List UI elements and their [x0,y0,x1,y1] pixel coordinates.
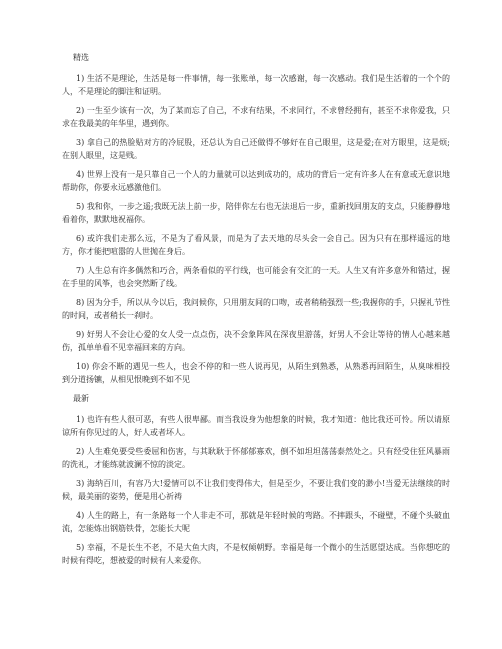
paragraph: 1) 也许有些人很可恶，有些人很卑鄙。而当我设身为他想象的时候，我才知道：他比我还可怜。所以请原谅所有你见过的人，好人或者坏人。 [62,415,450,437]
paragraph: 9) 好男人不会让心爱的女人受一点点伤，决不会象阵风在深夜里游荡，好男人不会让等待的情人心越来越伤，孤单单看不见幸福回来的方向。 [62,330,450,352]
paragraph: 4) 人生的路上，有一条路每一个人非走不可，那就是年轻时候的弯路。不摔跟头，不碰壁，不碰个头破血流，怎能炼出钢筋铁骨，怎能长大呢 [62,511,450,533]
paragraph: 7) 人生总有许多偶然和巧合，两条看似的平行线，也可能会有交汇的一天。人生又有许多意外和错过，握在手里的风筝，也会突然断了线。 [62,266,450,288]
document-page [62,52,450,574]
section-title-latest: 最新 [73,394,89,403]
section-featured [62,52,450,386]
section-latest [62,393,450,567]
paragraph: 5) 我和你，一步之遥;我既无法上前一步，陪伴你左右也无法退后一步，重新找回朋友的支点，只能静静地看着你，默默地祝福你。 [62,202,450,224]
paragraph: 3) 海纳百川，有容乃大!爱情可以不让我们变得伟大，但是至少，不要让我们变的渺小!当爱无法继续的时候，最美丽的姿势，便是用心祈祷 [62,479,450,501]
paragraph: 2) 人生难免要受些委屈和伤害，与其耿耿于怀郁郁寡欢，倒不如坦坦荡荡泰然处之。只有经受住狂风暴雨的洗礼，才能练就波澜不惊的淡定。 [62,447,450,469]
paragraph: 1) 生活不是理论，生活是每一件事情，每一张账单，每一次感谢，每一次感动。我们是生活着的一个个的人，不是理论的脚注和证明。 [62,74,450,96]
paragraph: 5) 幸福，不是长生不老，不是大鱼大肉，不是权倾朝野。幸福是每一个微小的生活愿望达成。当你想吃的时候有得吃，想被爱的时候有人来爱你。 [62,543,450,565]
section-title-featured: 精选 [73,53,89,62]
paragraph: 3) 拿自己的热脸贴对方的冷屁股，还总认为自己还做得不够好在自己眼里，这是爱;在对方眼里，这是烦;在别人眼里，这是贱。 [62,138,450,160]
paragraph: 8) 因为分手，所以从今以后，我问候你，只用朋友间的口吻，或者稍稍强烈一些;我握你的手，只握礼节性的时间，或者稍长一刹时。 [62,298,450,320]
paragraph: 6) 或许我们走那么远，不是为了看风景，而是为了去天地的尽头会一会自己。因为只有在那样遥远的地方，你才能把喧嚣的人世抛在身后。 [62,234,450,256]
paragraph: 4) 世界上没有一是只靠自己一个人的力量就可以达到成功的，成功的背后一定有许多人在有意或无意识地帮助你，你要永远感激他们。 [62,170,450,192]
paragraph: 10) 你会不断的遇见一些人，也会不停的和一些人说再见，从陌生到熟悉，从熟悉再回陌生，从臭味相投到分道扬镳，从相见恨晚到不如不见 [62,362,450,384]
paragraph: 2) 一生至少该有一次，为了某而忘了自己，不求有结果，不求同行，不求曾经拥有，甚至不求你爱我，只求在我最美的年华里，遇到你。 [62,106,450,128]
